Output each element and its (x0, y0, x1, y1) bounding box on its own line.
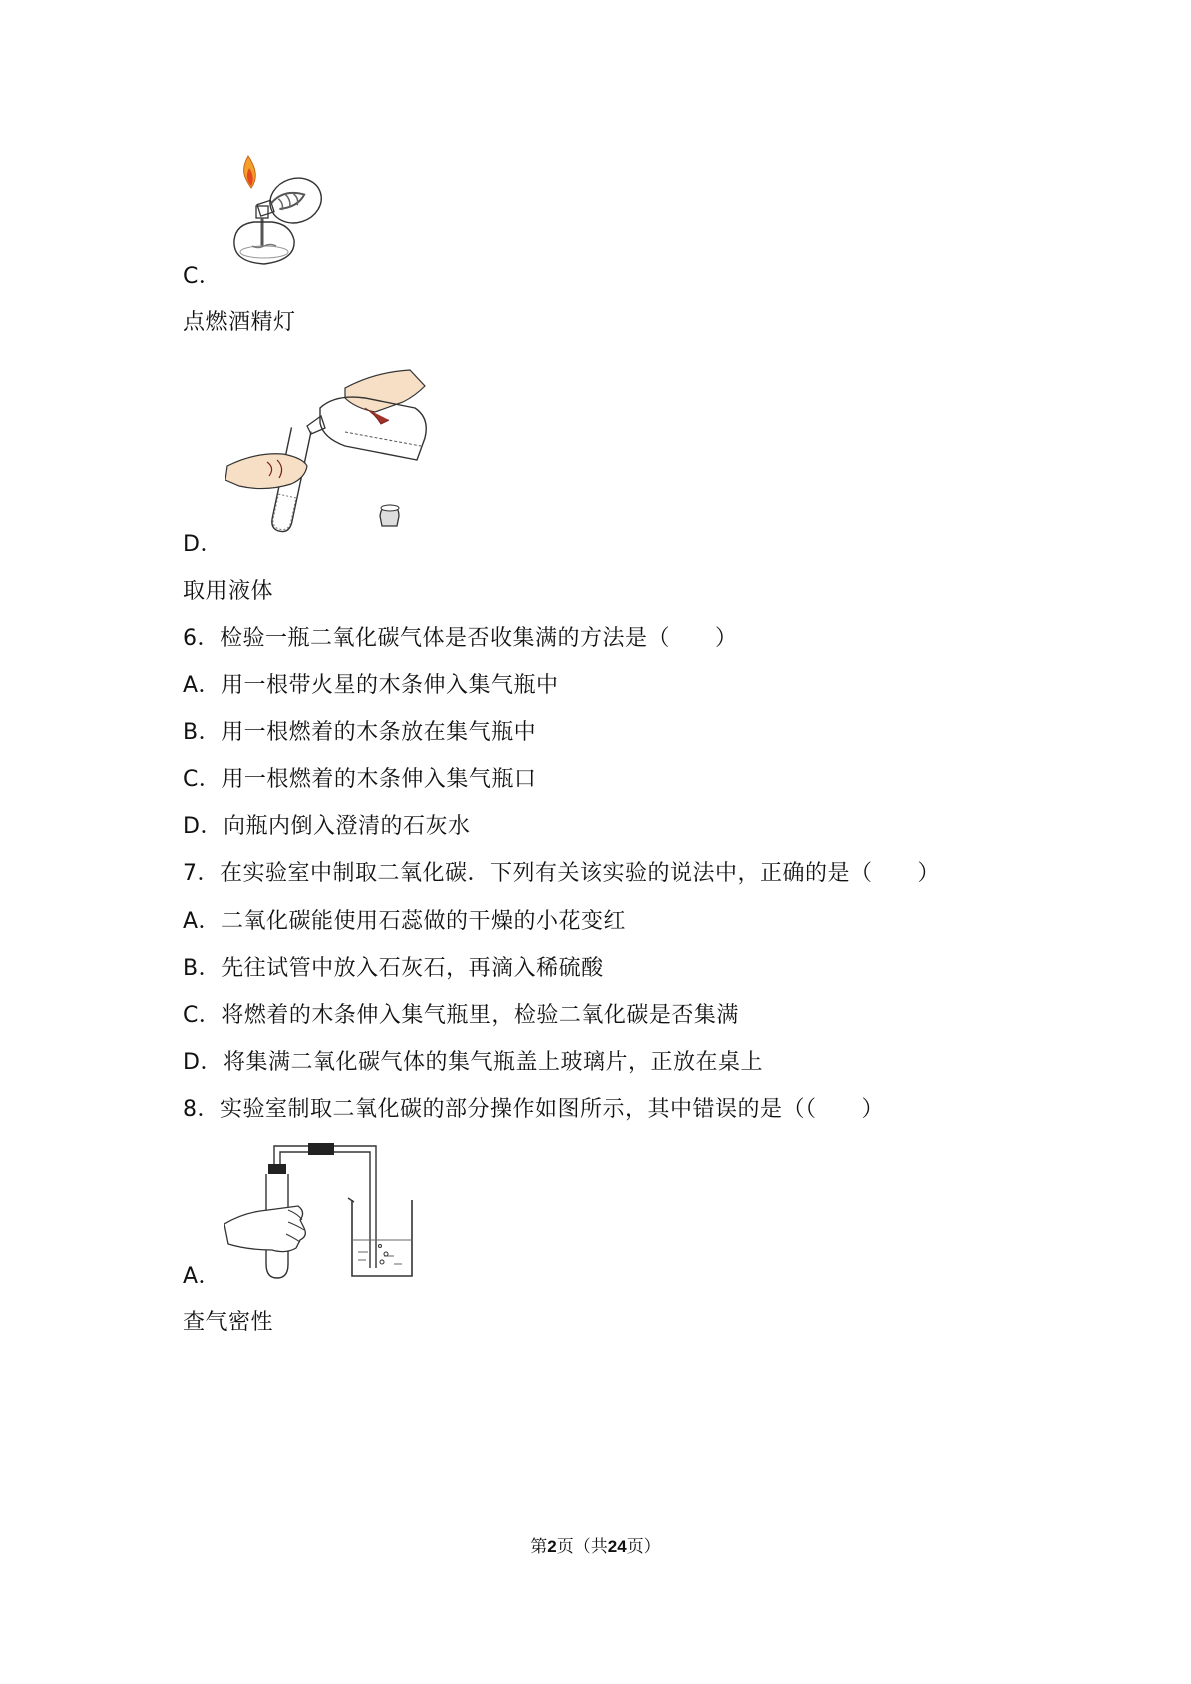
question-7-option-d: D．将集满二氧化碳气体的集气瓶盖上玻璃片，正放在桌上 (183, 1050, 763, 1075)
option-a-label: A． (183, 1264, 222, 1289)
question-6-stem: 6．检验一瓶二氧化碳气体是否收集满的方法是（ ） (183, 626, 738, 651)
figure-airtightness-check (224, 1140, 420, 1282)
footer-middle: 页（共 (556, 1537, 608, 1557)
question-6-option-a: A．用一根带火星的木条伸入集气瓶中 (183, 673, 559, 698)
option-c-caption: 点燃酒精灯 (183, 310, 296, 335)
question-7-option-c: C．将燃着的木条伸入集气瓶里，检验二氧化碳是否集满 (183, 1003, 739, 1028)
option-a-caption: 查气密性 (183, 1310, 274, 1335)
option-c-label: C． (183, 264, 222, 289)
page-footer (0, 1532, 1191, 1557)
footer-total-pages: 24 (607, 1537, 627, 1556)
question-6-option-b: B．用一根燃着的木条放在集气瓶中 (183, 720, 537, 745)
footer-prefix: 第 (530, 1537, 548, 1557)
option-d-caption: 取用液体 (183, 579, 274, 604)
question-7-option-b: B．先往试管中放入石灰石，再滴入稀硫酸 (183, 956, 604, 981)
question-7-stem: 7．在实验室中制取二氧化碳．下列有关该实验的说法中，正确的是（ ） (183, 861, 940, 886)
figure-lighting-alcohol-lamp (218, 148, 338, 276)
question-8-stem: 8．实验室制取二氧化碳的部分操作如图所示，其中错误的是（（ ） (183, 1097, 884, 1122)
figure-pouring-liquid (225, 368, 435, 548)
footer-suffix: 页） (626, 1537, 661, 1557)
footer-page-number: 2 (547, 1537, 557, 1556)
question-6-option-d: D．向瓶内倒入澄清的石灰水 (183, 814, 471, 839)
option-d-label: D． (183, 532, 223, 557)
question-7-option-a: A．二氧化碳能使用石蕊做的干燥的小花变红 (183, 909, 627, 934)
question-6-option-c: C．用一根燃着的木条伸入集气瓶口 (183, 767, 537, 792)
